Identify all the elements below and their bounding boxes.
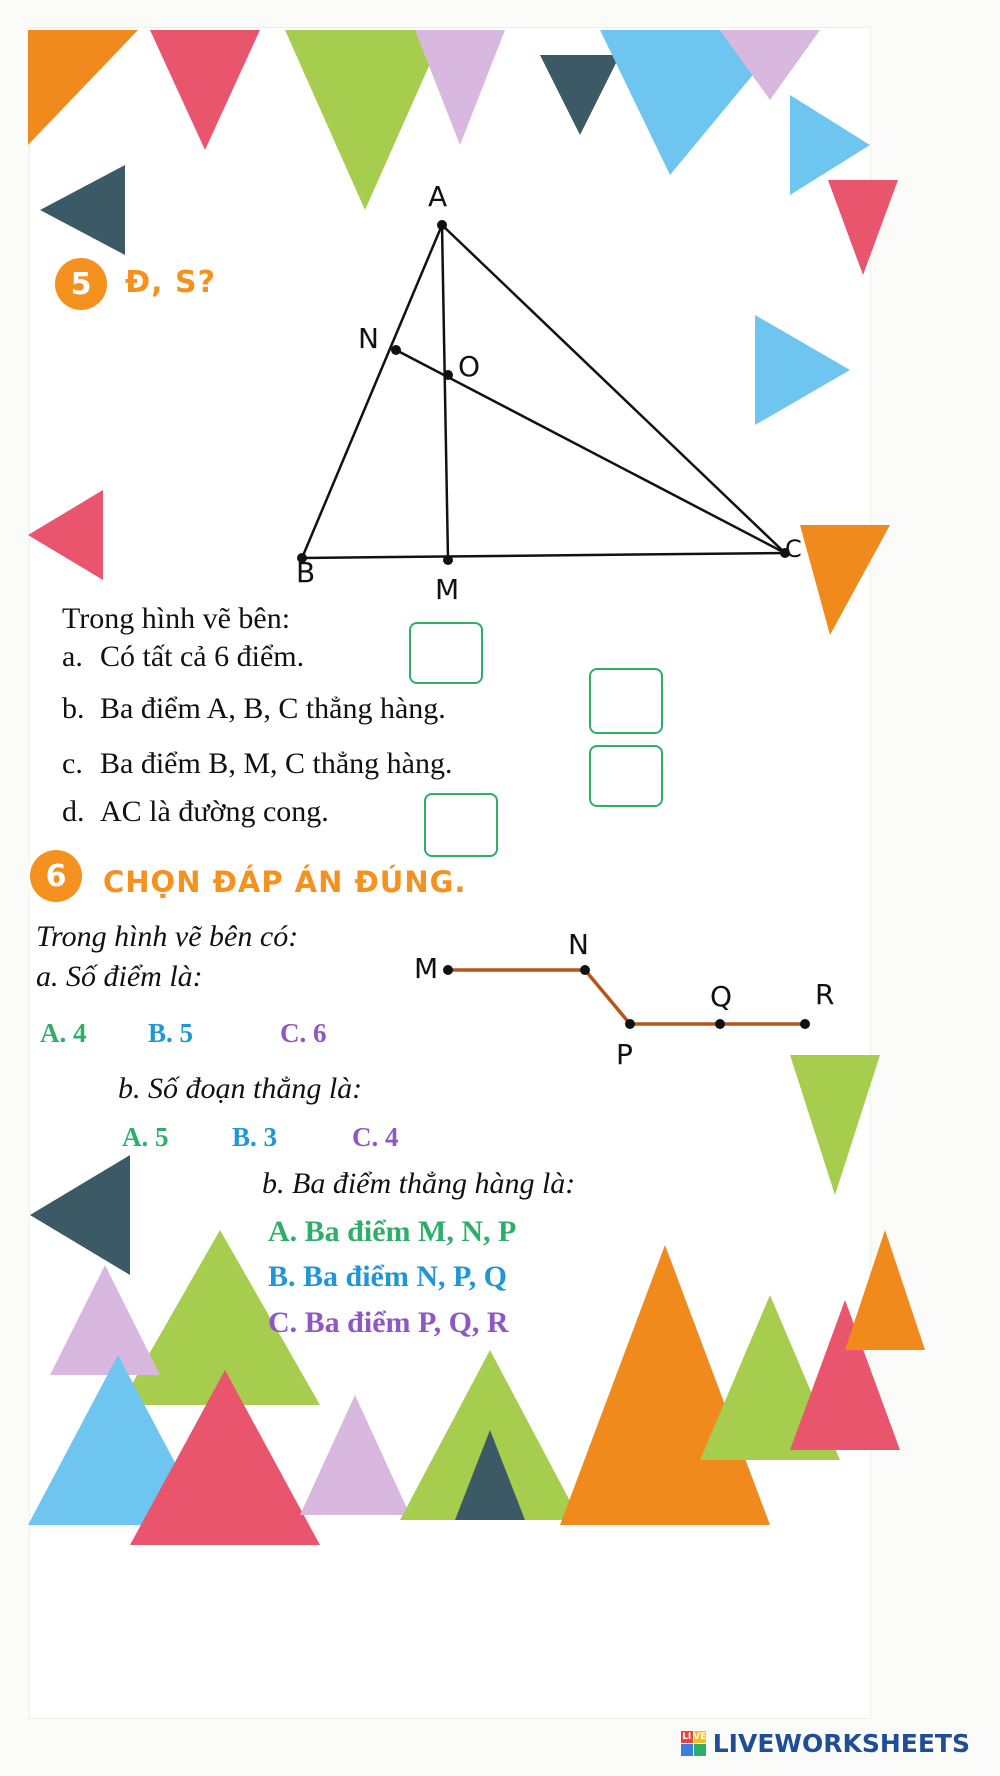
point-label-q: Q <box>710 980 733 1013</box>
logo-tile-li: LI <box>682 1731 692 1742</box>
question-6-intro: Trong hình vẽ bên có: <box>36 920 299 953</box>
question-6-number: 6 <box>30 850 82 902</box>
statement-a <box>62 640 304 674</box>
option-6b-C[interactable]: C. 4 <box>352 1122 399 1152</box>
option-6a-B[interactable]: B. 5 <box>148 1018 194 1048</box>
answer-box-c[interactable] <box>589 745 663 807</box>
statement-c-text: Ba điểm B, M, C thẳng hàng. <box>100 747 453 780</box>
option-6a-A[interactable]: A. 4 <box>40 1018 87 1048</box>
statement-d <box>62 795 329 829</box>
point-label-c: C <box>785 535 802 563</box>
statement-a-label: a. <box>62 640 83 673</box>
statement-c-label: c. <box>62 747 83 780</box>
liveworksheets-logo-icon <box>681 1731 707 1757</box>
statement-d-label: d. <box>62 795 85 828</box>
point-label-a: A <box>428 180 448 213</box>
logo-tile-4 <box>694 1744 706 1756</box>
statement-a-text: Có tất cả 6 điểm. <box>100 640 305 673</box>
liveworksheets-footer[interactable] <box>681 1729 970 1758</box>
figure-polyline-mnpqr <box>430 940 860 1050</box>
point-label-o: O <box>458 350 481 383</box>
option-6a-C[interactable]: C. 6 <box>280 1018 327 1048</box>
statement-b-text: Ba điểm A, B, C thẳng hàng. <box>100 692 446 725</box>
question-6b-prompt: b. Số đoạn thẳng là: <box>118 1072 363 1105</box>
question-5-intro: Trong hình vẽ bên: <box>62 602 291 635</box>
option-6b-B[interactable]: B. 3 <box>232 1122 278 1152</box>
option-6c-B[interactable]: B. Ba điểm N, P, Q <box>268 1260 507 1293</box>
point-label-r: R <box>815 978 835 1011</box>
statement-d-text: AC là đường cong. <box>100 795 329 828</box>
statement-c <box>62 747 452 781</box>
answer-box-b[interactable] <box>589 668 663 734</box>
statement-b <box>62 692 446 726</box>
point-label-p: P <box>616 1038 633 1071</box>
point-label-m2: M <box>414 952 439 985</box>
logo-tile-3 <box>681 1744 693 1756</box>
statement-b-label: b. <box>62 692 85 725</box>
logo-tile-ve: VE <box>693 1731 707 1742</box>
answer-box-d[interactable] <box>424 793 498 857</box>
liveworksheets-brand: LIVEWORKSHEETS <box>712 1729 970 1758</box>
point-label-n: N <box>358 322 379 355</box>
figure-triangle-abc <box>280 205 820 585</box>
question-5-title: Đ, S? <box>125 265 216 300</box>
question-6a-prompt: a. Số điểm là: <box>36 960 203 993</box>
point-label-n2: N <box>568 928 589 961</box>
option-6c-A[interactable]: A. Ba điểm M, N, P <box>268 1215 517 1248</box>
option-6c-C[interactable]: C. Ba điểm P, Q, R <box>268 1306 509 1339</box>
answer-box-a[interactable] <box>409 622 483 684</box>
option-6b-A[interactable]: A. 5 <box>122 1122 169 1152</box>
point-label-b: B <box>296 556 316 589</box>
question-6c-prompt: b. Ba điểm thẳng hàng là: <box>262 1167 576 1200</box>
question-5-number: 5 <box>55 258 107 310</box>
point-label-m: M <box>435 573 460 606</box>
question-6-title: CHỌN ĐÁP ÁN ĐÚNG. <box>103 865 467 899</box>
